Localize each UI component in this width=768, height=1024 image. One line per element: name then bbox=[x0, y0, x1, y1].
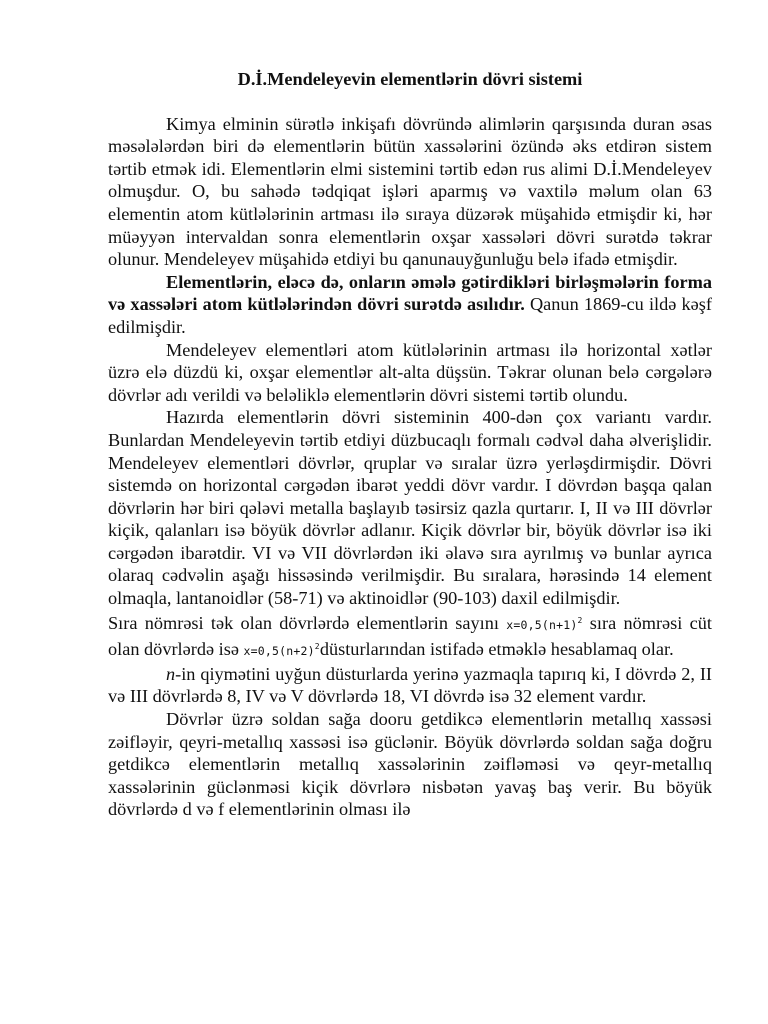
paragraph-formulas bbox=[108, 610, 712, 663]
formula-end-text: düsturlarından istifadə etməklə hesablamaq olar. bbox=[319, 639, 674, 660]
formula-odd-body: x=0,5(n+1) bbox=[506, 617, 578, 632]
formula-intro-text: Sıra nömrəsi tək olan dövrlərdə elementlərin sayını bbox=[108, 612, 507, 633]
variable-n: n bbox=[166, 663, 176, 684]
formula-even-exponent: 2 bbox=[314, 642, 320, 652]
formula-odd-exponent: 2 bbox=[577, 615, 583, 625]
paragraph-element-counts bbox=[108, 663, 712, 708]
paragraph-properties-trend: Dövrlər üzrə soldan sağa dooru getdikcə elementlərin metallıq xassəsi zəifləyir, qeyri-metallıq xassəsi isə güclənir. Böyük dövrlərdə soldan sağa doğru getdikcə elementlərin metallıq xassələrinin zəifləməsi və qeyr-metallıq xassələrinin güclənməsi kiçik dövrlərə nisbətən yavaş baş verir. Bu böyük dövrlərdə d və f elementlərinin olması ilə bbox=[108, 709, 712, 820]
element-counts-text: -in qiymətini uyğun düsturlarda yerinə yazmaqla tapırıq ki, I dövrdə 2, II və III dövrlərdə 8, IV və V dövrlərdə 18, VI dövrdə isə 32 element vardır. bbox=[108, 663, 712, 707]
formula-even-periods bbox=[244, 644, 320, 658]
paragraph-law bbox=[108, 271, 712, 339]
formula-middle-text: sıra nömrəsi cüt olan dövrlərdə isə bbox=[108, 612, 712, 660]
paragraph-table-variants: Hazırda elementlərin dövri sisteminin 400-dən çox variantı vardır. Bunlardan Mendeleyevin tərtib etdiyi düzbucaqlı formalı cədvəl daha əlverişlidir. Mendeleyev elementləri dövrlər, qruplar və sıralar üzrə yerləşdirmişdir. Dövri sistemdə on horizontal cərgədən ibarət yeddi dövr vardır. I dövrdən başqa qalan dövrlərin hər biri qələvi metalla başlayıb təsirsiz qazla qurtarır. I, II və III dövrlər kiçik, qalanları isə böyük dövrlər adlanır. Kiçik dövrlər bir, böyük dövrlər isə iki cərgədən ibarətdir. VI və VII dövrlərdən iki əlavə sıra ayrılmış və bunlar ayrıca olaraq cədvəlin aşağı hissəsində verilmişdir. Bu sıralara, hərəsində 14 element olmaqla, lantanoidlər (58-71) və aktinoidlər (90-103) daxil edilmişdir. bbox=[108, 407, 712, 609]
formula-even-body: x=0,5(n+2) bbox=[243, 644, 315, 659]
document-page bbox=[108, 68, 712, 821]
law-statement: Elementlərin, eləcə də, onların əmələ gətirdikləri birləşmələrin forma və xassələri atom kütlələrindən dövri surətdə asılıdır. bbox=[108, 271, 712, 315]
law-discovery-note: Qanun 1869-cu ildə kəşf edilmişdir. bbox=[108, 294, 713, 337]
formula-odd-periods bbox=[506, 615, 583, 632]
paragraph-periods-origin: Mendeleyev elementləri atom kütlələrinin artması ilə horizontal xətlər üzrə elə düzdü ki, oxşar elementlər alt-alta düşsün. Təkrar olunan belə cərgələrə dövrlər adı verildi və beləliklə elementlərin dövri sistemi tərtib olundu. bbox=[108, 339, 712, 405]
paragraph-intro: Kimya elminin sürətlə inkişafı dövründə alimlərin qarşısında duran əsas məsələlərdən biri də elementlərin bütün xassələrini özündə əks etdirən sistem tərtib etmək idi. Elementlərin elmi sistemini tərtib edən rus alimi D.İ.Mendeleyev olmuşdur. O, bu sahədə tədqiqat işləri aparmış və vaxtilə məlum olan 63 elementin atom kütlələrinin artması ilə sıraya düzərək müşahidə etmişdir ki, hər müəyyən intervaldan sonra elementlərin oxşar xassələri dövri surətdə təkrar olunur. Mendeleyev müşahidə etdiyi bu qanunauyğunluğu belə ifadə etmişdir. bbox=[108, 113, 712, 270]
page-title: D.İ.Mendeleyevin elementlərin dövri sistemi bbox=[237, 69, 583, 89]
